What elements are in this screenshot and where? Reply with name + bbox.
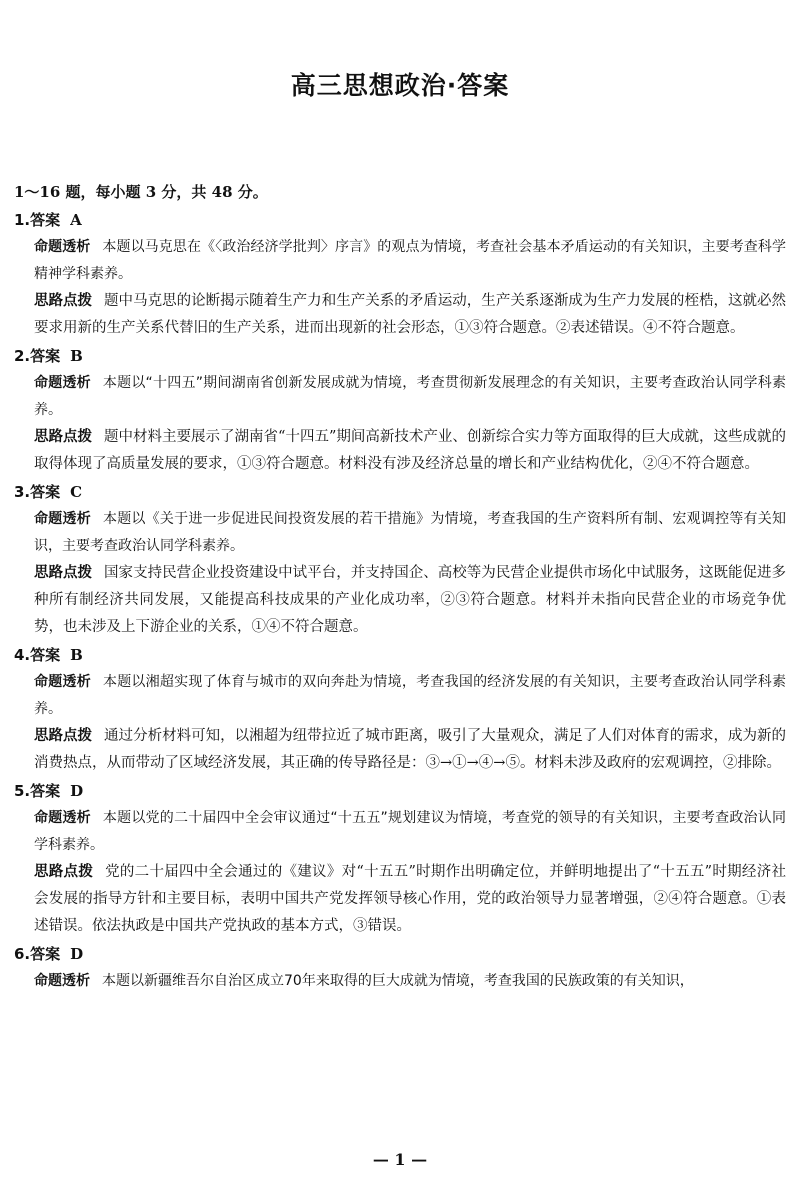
- question-header: [14, 641, 786, 669]
- answer-value: A: [70, 211, 82, 229]
- hint-label: 思路点拨: [34, 864, 94, 880]
- page-title: 高三思想政治·答案: [290, 71, 510, 100]
- hint-text: 题中材料主要展示了湖南省“十四五”期间高新技术产业、创新综合实力等方面取得的巨大成就，这些成就的取得体现了高质量发展的要求，①③符合题意。材料没有涉及经济总量的增长和产业结构优化，②④不符合题意。: [34, 429, 786, 472]
- answer-label: 答案: [30, 945, 61, 963]
- question-number: 6.: [14, 945, 31, 963]
- analysis-text: 本题以《关于进一步促进民间投资发展的若干措施》为情境，考查我国的生产资料所有制、宏观调控等有关知识，主要考查政治认同学科素养。: [34, 511, 787, 554]
- question-header: [14, 206, 786, 234]
- answer-label: 答案: [30, 646, 61, 664]
- analysis-label: 命题透析: [34, 375, 91, 391]
- analysis-text: 本题以新疆维吾尔自治区成立70年来取得的巨大成就为情境，考查我国的民族政策的有关知识，: [102, 973, 694, 989]
- analysis-paragraph: [14, 506, 786, 560]
- answer-value: D: [70, 945, 84, 963]
- hint-label: 思路点拨: [34, 728, 93, 744]
- question-header: [14, 940, 786, 968]
- question-number: 1.: [14, 211, 31, 229]
- analysis-paragraph: [14, 370, 786, 424]
- question-header: [14, 478, 786, 506]
- hint-label: 思路点拨: [34, 293, 93, 309]
- hint-text: 通过分析材料可知，以湘超为纽带拉近了城市距离，吸引了大量观众，满足了人们对体育的需求，成为新的消费热点，从而带动了区域经济发展，其正确的传导路径是：③→①→④→⑤。材料未涉及政府的宏观调控，②排除。: [34, 728, 787, 771]
- question-number: 2.: [14, 347, 31, 365]
- question-2: [14, 342, 786, 478]
- analysis-paragraph: [14, 805, 786, 859]
- question-6: [14, 940, 786, 995]
- question-1: [14, 206, 786, 342]
- question-header: [14, 777, 786, 805]
- hint-text: 国家支持民营企业投资建设中试平台，并支持国企、高校等为民营企业提供市场化中试服务，这既能促进多种所有制经济共同发展，又能提高科技成果的产业化成功率，②③符合题意。材料并未指向民营企业的市场竞争优势，也未涉及上下游企业的关系，①④不符合题意。: [34, 565, 787, 635]
- answer-value: B: [70, 646, 83, 664]
- hint-paragraph: [14, 859, 786, 940]
- hint-paragraph: [14, 560, 786, 641]
- question-number: 4.: [14, 646, 31, 664]
- question-number: 3.: [14, 483, 31, 501]
- analysis-label: 命题透析: [34, 810, 91, 826]
- analysis-label: 命题透析: [34, 511, 91, 527]
- answer-content: [14, 178, 786, 995]
- answer-label: 答案: [30, 483, 61, 501]
- answer-label: 答案: [30, 347, 61, 365]
- analysis-paragraph: [14, 234, 786, 288]
- question-header: [14, 342, 786, 370]
- question-3: [14, 478, 786, 641]
- page-number: — 1 —: [372, 1150, 428, 1169]
- hint-paragraph: [14, 723, 786, 777]
- analysis-text: 本题以“十四五”期间湖南省创新发展成就为情境，考查贯彻新发展理念的有关知识，主要考查政治认同学科素养。: [34, 375, 786, 418]
- analysis-label: 命题透析: [34, 239, 91, 255]
- answer-value: B: [70, 347, 83, 365]
- answer-label: 答案: [30, 782, 61, 800]
- hint-text: 题中马克思的论断揭示随着生产力和生产关系的矛盾运动，生产关系逐渐成为生产力发展的桎梏，这就必然要求用新的生产关系代替旧的生产关系，进而出现新的社会形态，①③符合题意。②表述错误。④不符合题意。: [34, 293, 787, 336]
- analysis-text: 本题以湘超实现了体育与城市的双向奔赴为情境，考查我国的经济发展的有关知识，主要考查政治认同学科素养。: [34, 674, 787, 717]
- analysis-paragraph: [14, 968, 786, 995]
- intro-line: 1～16 题，每小题 3 分，共 48 分。: [14, 183, 268, 201]
- hint-paragraph: [14, 288, 786, 342]
- analysis-text: 本题以马克思在《〈政治经济学批判〉序言》的观点为情境，考查社会基本矛盾运动的有关知识，主要考查科学精神学科素养。: [34, 239, 787, 282]
- hint-paragraph: [14, 424, 786, 478]
- analysis-text: 本题以党的二十届四中全会审议通过“十五五”规划建议为情境，考查党的领导的有关知识，主要考查政治认同学科素养。: [34, 810, 786, 853]
- question-5: [14, 777, 786, 940]
- analysis-label: 命题透析: [34, 674, 91, 690]
- analysis-paragraph: [14, 669, 786, 723]
- question-number: 5.: [14, 782, 31, 800]
- hint-label: 思路点拨: [34, 429, 93, 445]
- hint-text: 党的二十届四中全会通过的《建议》对“十五五”时期作出明确定位，并鲜明地提出了“十五五”时期经济社会发展的指导方针和主要目标，表明中国共产党发挥领导核心作用，党的政治领导力显著增强，②④符合题意。①表述错误。依法执政是中国共产党执政的基本方式，③错误。: [34, 864, 786, 934]
- answer-value: D: [70, 782, 84, 800]
- question-4: [14, 641, 786, 777]
- hint-label: 思路点拨: [34, 565, 93, 581]
- answer-value: C: [70, 483, 83, 501]
- answer-label: 答案: [30, 211, 61, 229]
- analysis-label: 命题透析: [34, 973, 90, 989]
